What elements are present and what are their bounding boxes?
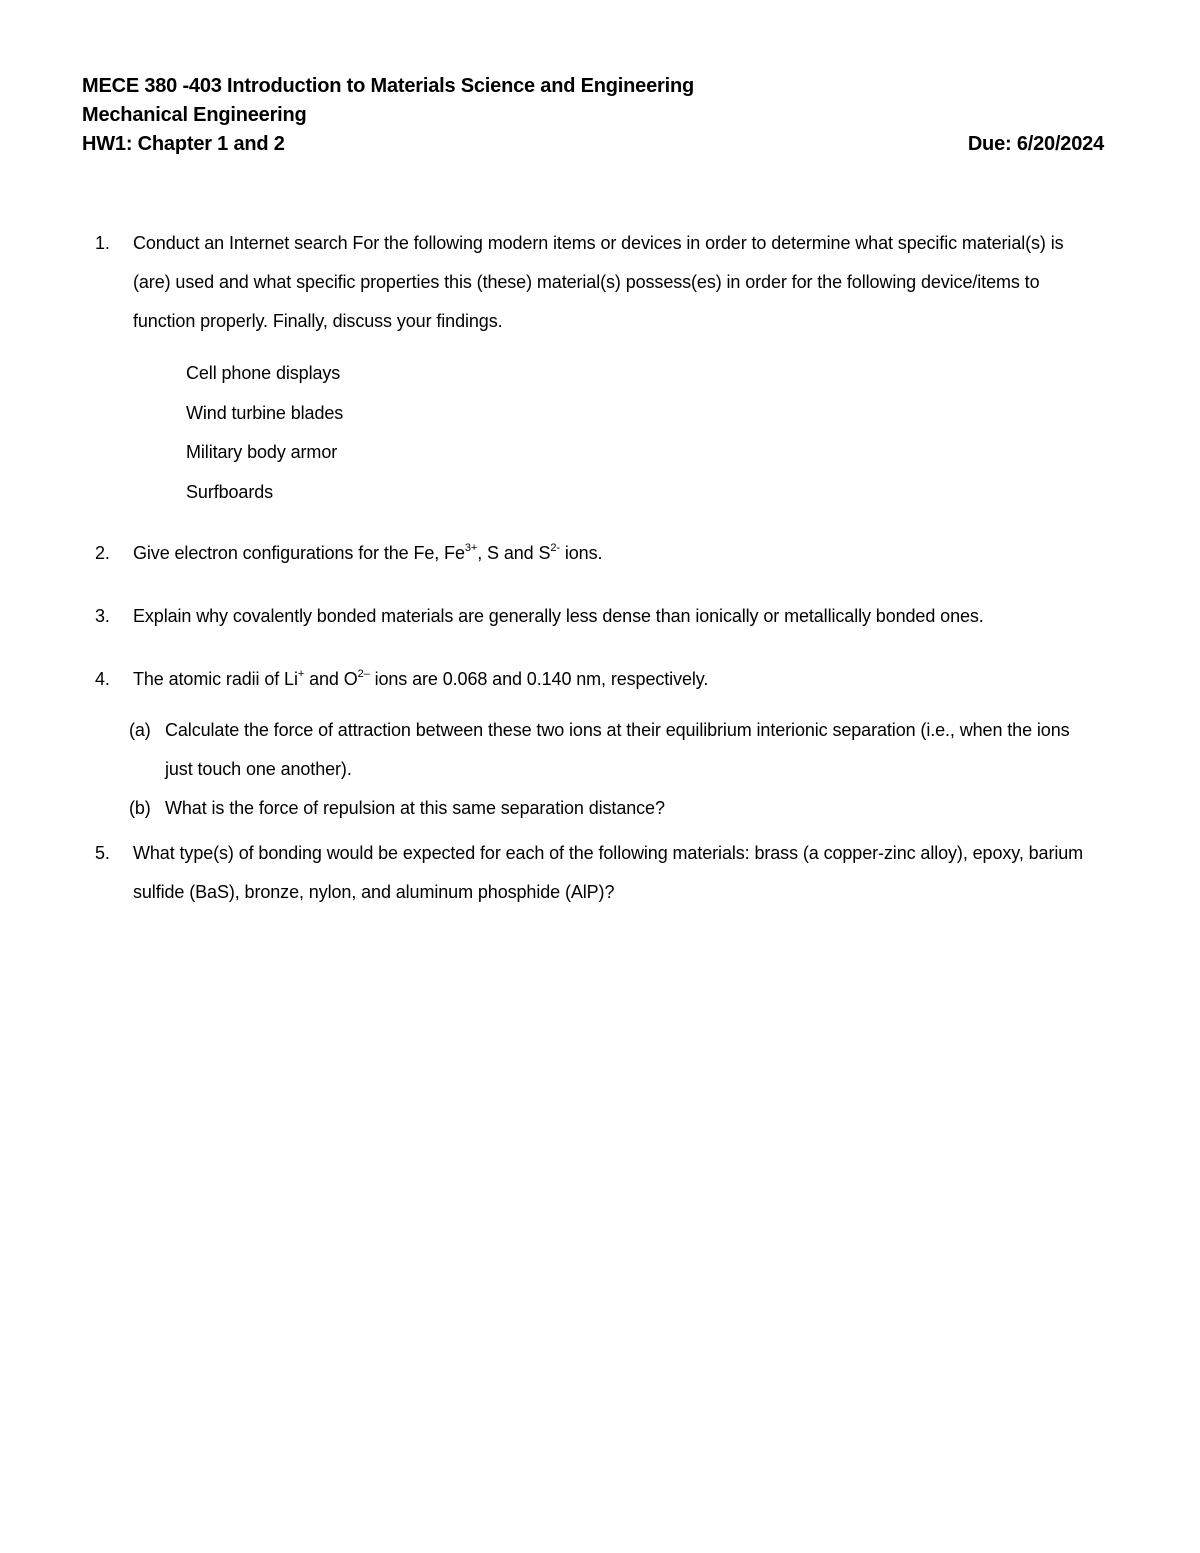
department-name: Mechanical Engineering — [82, 104, 307, 126]
superscript-charge: 2– — [357, 668, 370, 680]
question-text — [133, 660, 1100, 699]
question-text: Conduct an Internet search For the following modern items or devices in order to determine what specific material(s) is (are) used and what specific properties this (these) material(s) possess(es) in order for the following device/items to function properly. Finally, discuss your findings. — [133, 233, 1064, 331]
question-text: Explain why covalently bonded materials are generally less dense than ionically or metallically bonded ones. — [133, 606, 984, 626]
sub-question-label: (a) — [129, 720, 151, 740]
due-date: Due: 6/20/2024 — [967, 133, 1104, 155]
question-text-prefix: Give electron configurations for the Fe, Fe — [133, 543, 465, 563]
list-item: Wind turbine blades — [186, 402, 344, 423]
question-body — [133, 660, 1100, 699]
superscript-charge: 2- — [550, 542, 560, 554]
list-item: Surfboards — [186, 481, 274, 502]
question-5 — [95, 834, 1100, 912]
question-4 — [95, 660, 1100, 699]
list-item: Cell phone displays — [186, 363, 341, 383]
question-number: 5. — [95, 843, 110, 863]
question-body — [133, 597, 1100, 636]
question-3 — [95, 597, 1100, 636]
sub-question-b — [129, 789, 1100, 828]
question-1 — [95, 224, 1100, 512]
question-4-parts — [95, 711, 1100, 828]
device-list — [133, 354, 1100, 512]
question-number: 4. — [95, 669, 110, 689]
question-text: What type(s) of bonding would be expected for each of the following materials: brass (a copper-zinc alloy), epoxy, barium sulfide (BaS), bronze, nylon, and aluminum phosphide (AlP)? — [133, 843, 1084, 902]
question-number: 3. — [95, 606, 110, 626]
question-body — [133, 534, 1100, 573]
question-number: 1. — [95, 233, 110, 253]
sub-question-text: What is the force of repulsion at this same separation distance? — [165, 798, 665, 818]
superscript-charge: + — [297, 668, 305, 680]
question-body — [133, 224, 1100, 512]
question-2 — [95, 534, 1100, 573]
question-number: 2. — [95, 543, 110, 563]
sub-question-text: Calculate the force of attraction between these two ions at their equilibrium interionic separation (i.e., when the ions just touch one another). — [165, 720, 1070, 779]
course-title: MECE 380 -403 Introduction to Materials Science and Engineering — [82, 75, 694, 97]
question-text-suffix: ions. — [559, 543, 603, 563]
sub-question-label: (b) — [129, 798, 151, 818]
assignment-row — [82, 130, 1104, 159]
question-text-mid: , S and S — [477, 543, 551, 563]
sub-question-a — [129, 711, 1100, 789]
superscript-charge: 3+ — [464, 542, 478, 554]
document-header — [82, 72, 1104, 159]
question-text-suffix: ions are 0.068 and 0.140 nm, respectively. — [369, 669, 709, 689]
question-list — [95, 224, 1100, 912]
assignment-title: HW1: Chapter 1 and 2 — [82, 133, 285, 155]
question-text-prefix: The atomic radii of Li — [133, 669, 298, 689]
question-body — [133, 834, 1100, 912]
question-text-mid: and O — [304, 669, 358, 689]
list-item: Military body armor — [186, 442, 338, 462]
